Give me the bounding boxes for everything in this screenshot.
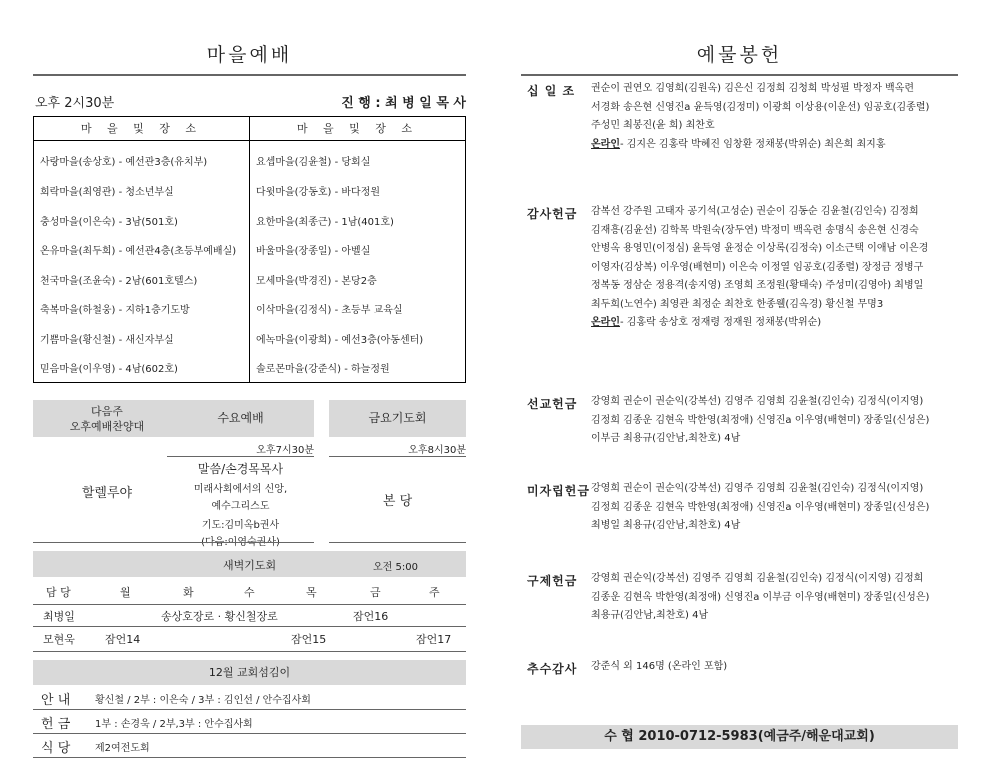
table-header: 마 을 및 장 소 xyxy=(34,117,249,141)
serve-row-usher: 안 내 황신철 / 2부 : 이은숙 / 3부 : 김인선 / 안수집사회 xyxy=(41,693,311,708)
village-row: 다윗마을(강동호) - 바다정원 xyxy=(256,187,381,198)
divider xyxy=(33,542,181,543)
village-row: 천국마을(조윤숙) - 2남(601호텔스) xyxy=(40,276,198,287)
choir-name: 할렐루야 xyxy=(81,486,133,501)
village-row: 온유마을(최두희) - 예선관4층(초등부예배실) xyxy=(40,246,237,257)
tithe-names: 권순이 권연오 김영희(김원옥) 김은신 김정희 김청희 박성필 박정자 백옥련 서경화 송은현 신영진a 윤득영(김정미) 이광희 이상용(이운선) 임공호(김종렬) 주성민 최봉진(윤 희) 최찬호 온라인- 김지은 김홍락 박혜진 임창환 정채봉(박위순) 최은희 최지홍 xyxy=(591,83,930,150)
village-row: 희락마을(최영관) - 청소년부실 xyxy=(40,187,174,198)
service-leader: 진 행 : 최 병 일 목 사 xyxy=(341,96,466,111)
wednesday-service-header: 수요예배 xyxy=(167,400,314,437)
friday-place: 본 당 xyxy=(382,494,413,509)
online-label: 온라인 xyxy=(591,138,620,150)
online-label: 온라인 xyxy=(591,317,620,328)
divider xyxy=(329,456,466,457)
village-row: 이삭마을(김정식) - 초등부 교육실 xyxy=(256,305,403,316)
friday-time: 오후8시30분 xyxy=(408,445,466,456)
serve-row-offering: 헌 금 1부 : 손경욱 / 2부,3부 : 안수집사회 xyxy=(41,717,253,732)
dawn-prayer-header: 새벽기도회 오전 5:00 xyxy=(33,551,466,577)
divider xyxy=(33,626,466,627)
next-week-choir-header: 다음주 오후예배찬양대 xyxy=(33,400,181,437)
dawn-days-row: 담 당 월 화 수 목 금 주 xyxy=(46,586,440,599)
divider xyxy=(33,651,466,652)
friday-prayer-header: 금요기도회 xyxy=(329,400,466,437)
service-time: 오후 2시30분 xyxy=(35,96,115,111)
december-servants-header: 12월 교회섬김이 xyxy=(33,660,466,685)
divider xyxy=(33,733,466,734)
relief-offering-label: 구제헌금 xyxy=(527,574,578,588)
village-row: 모세마을(박경진) - 본당2층 xyxy=(256,276,377,287)
divider xyxy=(167,542,314,543)
mission-offering-label: 선교헌금 xyxy=(527,397,578,411)
village-row: 기쁨마을(황신철) - 새신자부실 xyxy=(40,335,174,346)
thanks-offering-names: 감복선 강주원 고태자 공기석(고성순) 권순이 김동순 김윤철(김인숙) 김정희 김재흥(김윤선) 김학목 박원숙(장두연) 박정미 백옥련 송명식 송은현 신경숙 안병옥 용영민(이정심) 윤득영 윤정순 이상록(김정숙) 이소근택 이애남 이은경 이영자(김상복) 이우영(배현미) 이은숙 이정열 임공호(김종렬) 장정금 정병구 정복동 정삼순 정용격(송지영) 조영희 조정원(황태숙) 주성미(김영아) 최병일 최두희(노연수) 최영관 최정순 최찬호 한종웰(김옥경) 황신철 무명3 온라인- 김홍락 송상호 정재령 정재원 정채봉(박위순) xyxy=(591,206,929,328)
divider xyxy=(521,74,958,76)
thanks-offering-label: 감사헌금 xyxy=(527,207,578,221)
wednesday-time: 오후7시30분 xyxy=(256,445,314,456)
village-row: 믿음마을(이우영) - 4남(602호) xyxy=(40,364,178,375)
village-row: 에녹마을(이광희) - 예선3층(아동센터) xyxy=(256,335,424,346)
dawn-row: 최병일 송상호장로 · 황신철장로 잠언16 xyxy=(43,610,389,623)
divider xyxy=(33,74,466,76)
table-header: 마 을 및 장 소 xyxy=(250,117,465,141)
support-offering-names: 강영희 권순이 권순익(강복선) 김영주 김영희 김윤철(김인숙) 김정식(이지영) 김정희 김종운 김현옥 박한영(최정애) 신영진a 이우영(배현미) 장종일(신성은) 최병일 최용규(김안남,최찬호) 4남 xyxy=(591,483,930,531)
harvest-offering-names: 강준식 외 146명 (온라인 포함) xyxy=(591,661,728,672)
village-row: 솔로몬마을(강준식) - 하늘정원 xyxy=(256,364,390,375)
dawn-row: 모현욱 잠언14 잠언15 잠언17 xyxy=(43,633,452,646)
mission-offering-names: 강영희 권순이 권순익(강복선) 김영주 김영희 김윤철(김인숙) 김정식(이지영) 김정희 김종운 김현옥 박한영(최정애) 신영진a 이우영(배현미) 장종일(신성은) 이부금 최용규(김안남,최찬호) 4남 xyxy=(591,396,930,444)
village-row: 요한마을(최종근) - 1남(401호) xyxy=(256,217,394,228)
harvest-offering-label: 추수감사 xyxy=(527,662,578,676)
divider xyxy=(329,542,466,543)
village-row: 축복마을(하철웅) - 지하1층기도방 xyxy=(40,305,190,316)
village-schedule-table xyxy=(33,116,466,383)
serve-row-kitchen: 식 당 제2여전도회 xyxy=(41,741,150,756)
divider xyxy=(167,456,314,457)
wednesday-message: 말씀/손경목목사 미래사회에서의 신앙, 예수그리스도 기도:김미옥b권사 xyxy=(193,462,288,531)
divider xyxy=(33,604,466,605)
support-offering-label: 미자립헌금 xyxy=(527,484,590,498)
village-row: 사랑마을(송상호) - 예선관3층(유치부) xyxy=(40,157,208,168)
tithe-label: 십 일 조 xyxy=(527,84,576,98)
left-title: 마을예배 xyxy=(206,44,293,66)
bank-account: 수 협 2010-0712-5983(예금주/해운대교회) xyxy=(521,725,958,749)
right-title: 예물봉헌 xyxy=(696,44,783,66)
village-row: 충성마을(이은숙) - 3남(501호) xyxy=(40,217,178,228)
village-row: 요셉마을(김윤철) - 당회실 xyxy=(256,157,371,168)
relief-offering-names: 강영희 권순익(강복선) 김영주 김영희 김윤철(김인숙) 김정식(이지영) 김정희 김종운 김현옥 박한영(최정애) 신영진a 이부금 이우영(배현미) 장종일(신성은) 최용규(김안남,최찬호) 4남 xyxy=(591,573,930,621)
village-row: 바울마을(장종일) - 아벨실 xyxy=(256,246,371,257)
divider xyxy=(33,757,466,758)
divider xyxy=(33,709,466,710)
